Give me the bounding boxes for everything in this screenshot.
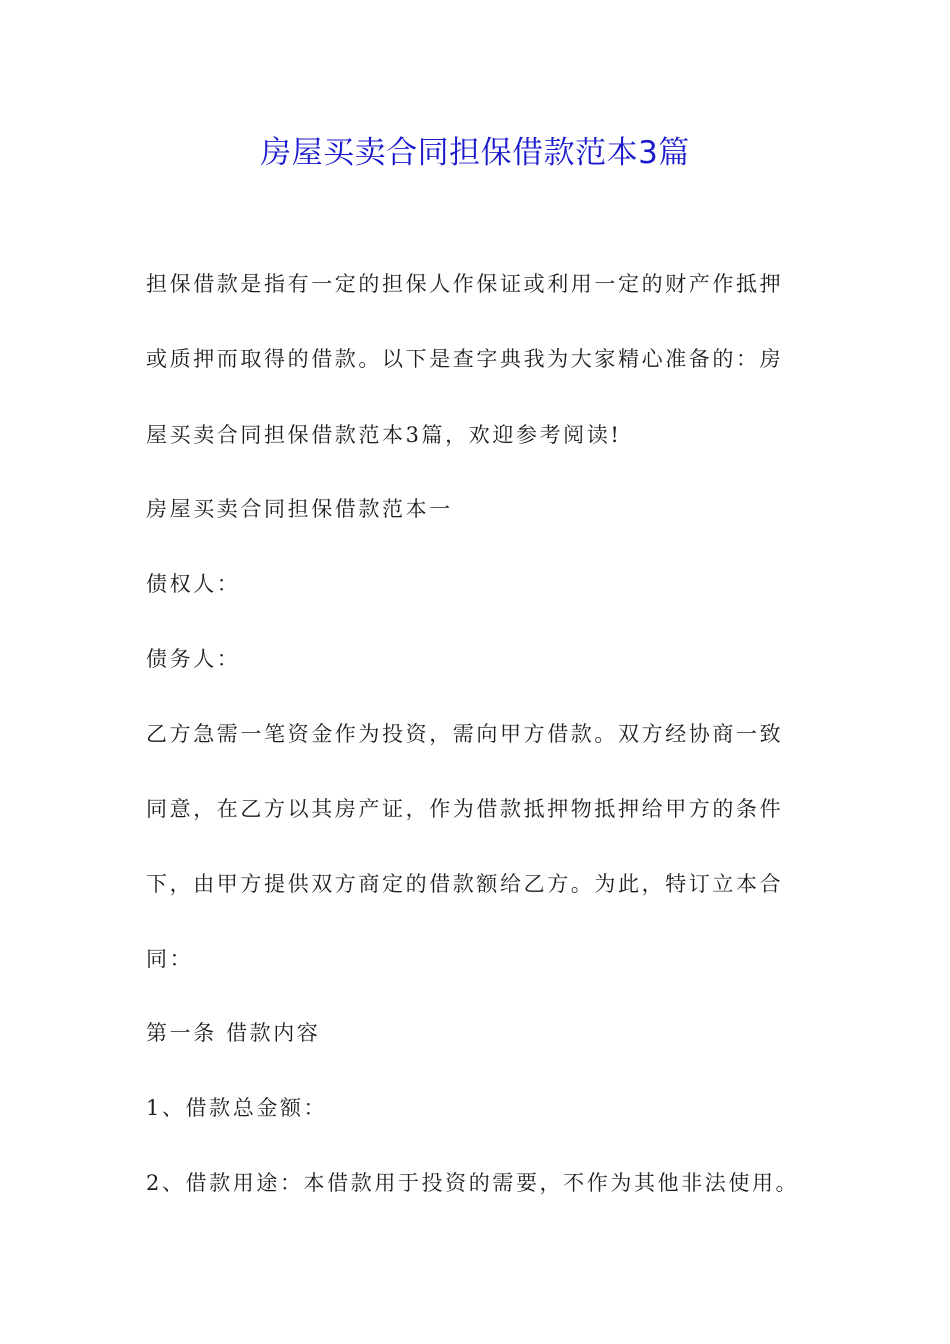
paragraph-line: 担保借款是指有一定的担保人作保证或利用一定的财产作抵押 [146, 272, 784, 296]
creditor-line: 债权人： [146, 572, 241, 596]
paragraph-line: 屋买卖合同担保借款范本3篇，欢迎参考阅读! [146, 423, 622, 447]
document-title: 房屋买卖合同担保借款范本3篇 [260, 135, 690, 171]
paragraph-line: 乙方急需一笔资金作为投资，需向甲方借款。双方经协商一致 [146, 722, 784, 746]
clause-item: 2、借款用途：本借款用于投资的需要，不作为其他非法使用。 [146, 1171, 800, 1195]
paragraph-line: 同： [146, 947, 194, 971]
paragraph-line: 同意，在乙方以其房产证，作为借款抵押物抵押给甲方的条件 [146, 797, 784, 821]
debtor-line: 债务人： [146, 647, 241, 671]
section-heading: 房屋买卖合同担保借款范本一 [146, 497, 453, 521]
clause-item: 1、借款总金额： [146, 1096, 328, 1120]
article-heading: 第一条 借款内容 [146, 1021, 321, 1045]
paragraph-line: 下，由甲方提供双方商定的借款额给乙方。为此，特订立本合 [146, 872, 784, 896]
paragraph-line: 或质押而取得的借款。以下是查字典我为大家精心准备的：房 [146, 347, 784, 371]
